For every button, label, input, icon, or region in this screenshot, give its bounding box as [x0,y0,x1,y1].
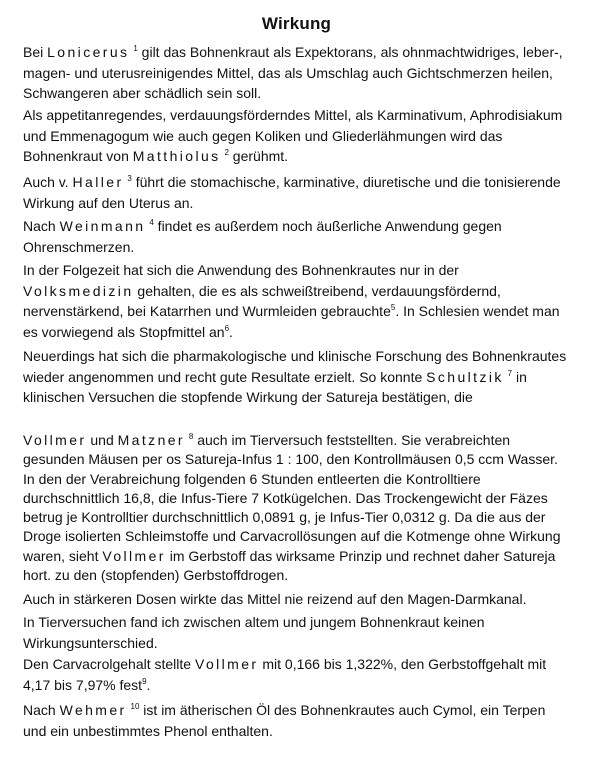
author-name: Schultzik [426,368,504,385]
author-name: Vollmer [23,432,87,448]
text: auch im Tierversuch feststellten. Sie verabreichten gesunden Mäusen per os Satureja-Infus 1 : 100, den Kontrollmäusen 0,5 ccm Wasser. In den der Verabreichung folgenden 6 Stunden entleerten die Kontrolltiere durchschnittlich 16,8, die Infus-Tiere 7 Kotkügelchen. Das Trockengewicht der Fäzes betrug je Kontrolltier durchschnittlich 0,0891 g, je Infus-Tier 0,0312 g. Da die aus der Droge isolierten Schleimstoffe und Carvacrollösungen auf die Kotmenge ohne Wirkung waren, sieht [23,432,561,564]
footnote-ref: 1 [133,44,138,53]
text: in klinischen Versuchen die stopfende Wirkung der Satureja bestätigen, die [23,368,527,405]
footnote-ref: 8 [188,432,194,441]
text: Nach [23,702,60,718]
author-name: Vollmer [102,547,166,564]
author-name: Vollmer [194,656,259,672]
author-name: Haller [72,174,124,190]
text: im Gerbstoff das wirksame Prinzip und rechnet daher Satureja hort. zu den (stopfenden) Gerbstoffdrogen. [23,547,556,584]
text: ist im ätherischen Öl des Bohnenkrautes auch Cymol, ein Terpen und ein unbestimmtes Phenol enthalten. [23,702,546,739]
text: In der Folgezeit hat sich die Anwendung des Bohnenkrautes nur in der [23,262,459,278]
text: gehalten, die es als schweißtreibend, verdauungsfördernd, nervenstärkend, bei Katarrhen und Wurmleiden gebrauchte [23,282,501,319]
paragraph-schultzik [23,346,571,408]
footnote-ref: 4 [149,218,154,227]
text: gerühmt. [228,148,289,164]
author-name: Wehmer [59,702,127,718]
author-name: Lonicerus [47,44,130,60]
author-name: Matthiolus [132,148,221,164]
paragraph-vollmer-matzner [23,431,571,585]
paragraph-haller [23,172,571,213]
text: mit 0,166 bis 1,322%, den Gerbstoffgehalt mit 4,17 bis 7,97% fest [23,656,547,693]
highlighted-term: Volksmedizin [23,282,134,299]
text: führt die stomachische, karminative, diuretische und die tonisierende Wirkung auf den Uterus an. [23,174,561,211]
paragraph-tierversuche: In Tierversuchen fand ich zwischen altem und jungem Bohnenkraut keinen Wirkungsunterschied. [23,614,485,651]
text: gilt das Bohnenkraut als Expektorans, als ohnmachtwidriges, leber-, magen- und uterusreinigendes Mittel, das als Umschlag auch Gichtschmerzen heilen, Schwangeren aber schädlich sein soll. [23,44,563,101]
paragraph-dosen: Auch in stärkeren Dosen wirkte das Mittel nie reizend auf den Magen-Darmkanal. [23,591,527,607]
text: und [86,432,118,448]
paragraph-wehmer [23,700,571,741]
text: Auch v. [23,174,73,190]
footnote-ref: 9 [142,676,147,686]
paragraph-lonicerus [23,42,571,104]
text: Neuerdings hat sich die pharmakologische und klinische Forschung des Bohnenkrautes wieder angenommen und recht gute Resultate erzielt. So konnte [23,348,567,385]
footnote-ref: 5 [390,303,396,312]
paragraph-matthiolus [23,105,571,167]
footnote-ref: 6 [224,323,230,333]
paragraph-volksmedizin [23,260,571,342]
footnote-ref: 7 [507,368,513,378]
author-name: Matzner [117,432,185,448]
paragraph-weinmann [23,216,571,257]
text: findet es außerdem noch äußerliche Anwendung gegen Ohrenschmerzen. [23,218,502,255]
text: . [229,323,233,340]
text: . [146,676,151,693]
section-heading: Wirkung [261,14,332,33]
footnote-ref: 10 [130,702,140,711]
footnote-ref: 2 [224,148,229,157]
text: Als appetitanregendes, verdauungsförderndes Mittel, als Karminativum, Aphrodisiakum und Emmenagogum wie auch gegen Koliken und Gliederlähmungen wird das Bohnenkraut von [23,107,563,164]
paragraph-carvacrol [23,654,571,695]
text: . In Schlesien wendet man es vorwiegend als Stopfmittel an [23,303,560,340]
text: Bei [23,44,48,60]
text: Den Carvacrolgehalt stellte [23,656,195,672]
footnote-ref: 3 [127,174,132,183]
text: Nach [23,218,60,234]
author-name: Weinmann [59,218,146,234]
